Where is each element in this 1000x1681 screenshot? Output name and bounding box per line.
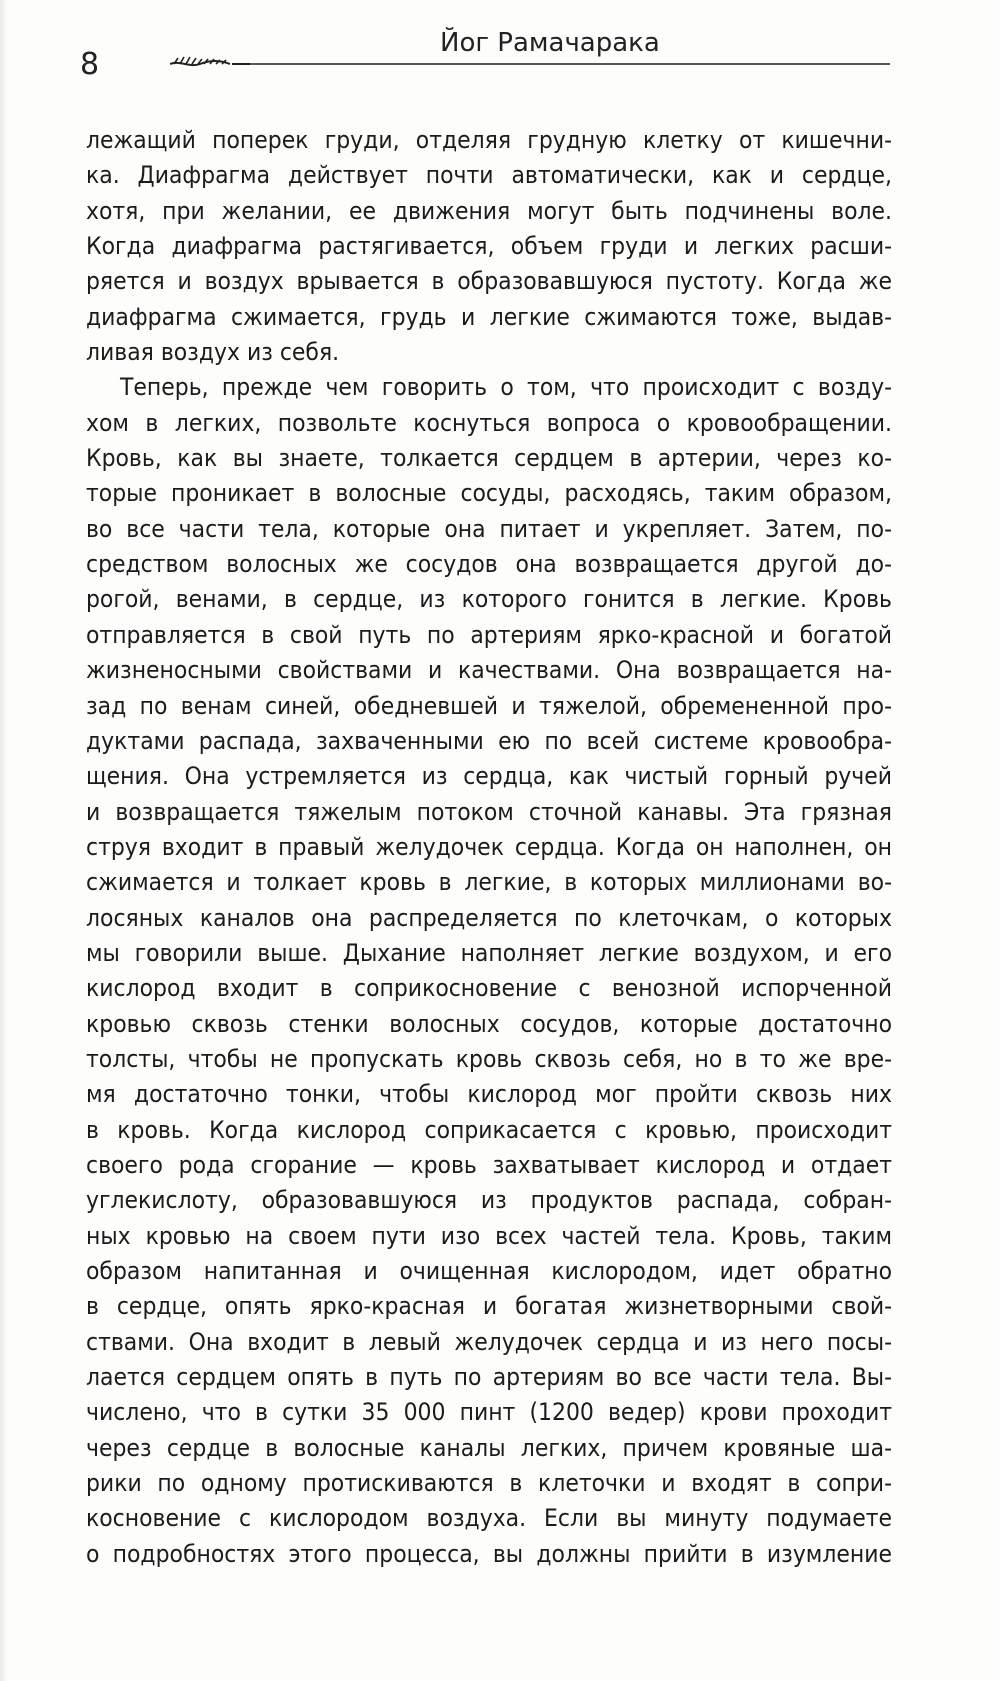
text-line: образом напитанная и очищенная кислородом, идет обратно <box>86 1256 892 1285</box>
text-line: лосяных каналов она распределяется по клеточкам, о которых <box>86 902 892 932</box>
text-line: Кровь, как вы знаете, толкается сердцем в артерии, через ко- <box>86 443 892 473</box>
text-line: хотя, при желании, ее движения могут быть подчинены воле. <box>86 195 892 225</box>
text-line: дуктами распада, захваченными ею по всей системе кровообра- <box>86 725 892 755</box>
text-line: зад по венам синей, обедневшей и тяжелой, обремененной про- <box>86 690 892 720</box>
text-line: во все части тела, которые она питает и укрепляет. Затем, по- <box>86 513 892 543</box>
text-line: лается сердцем опять в путь по артериям во все части тела. Вы- <box>86 1362 892 1392</box>
text-line: средством волосных же сосудов она возвращается другой до- <box>86 549 892 579</box>
text-line: ряется и воздух врывается в образовавшуюся пустоту. Когда же <box>86 266 892 296</box>
text-line: ствами. Она входит в левый желудочек сердца и из него посы- <box>86 1326 892 1356</box>
text-line: Когда диафрагма растягивается, объем груди и легких расши- <box>86 231 892 261</box>
page-header <box>0 0 1000 100</box>
text-line: мя достаточно тонки, чтобы кислород мог пройти сквозь них <box>86 1079 892 1109</box>
text-line: струя входит в правый желудочек сердца. Когда он наполнен, он <box>86 831 892 861</box>
text-line: кровью сквозь стенки волосных сосудов, которые достаточно <box>86 1008 892 1038</box>
text-line: хом в легких, позвольте коснуться вопроса о кровообращении. <box>86 407 892 437</box>
text-line: мы говорили выше. Дыхание наполняет легкие воздухом, и его <box>86 937 892 967</box>
text-line: ных кровью на своем пути изо всех частей тела. Кровь, таким <box>86 1220 892 1250</box>
text-line: щения. Она устремляется из сердца, как чистый горный ручей <box>86 761 892 791</box>
text-line: кислород входит в соприкосновение с венозной испорченной <box>86 973 892 1003</box>
page-edge-shadow <box>0 0 8 1681</box>
text-line: рики по одному протискиваются в клеточки и входят в сопри- <box>86 1468 892 1498</box>
text-line: числено, что в сутки 35 000 пинт (1200 ведер) крови проходит <box>86 1397 892 1427</box>
text-line: о подробностях этого процесса, вы должны прийти в изумление <box>86 1538 892 1568</box>
text-line: отправляется в свой путь по артериям ярко-красной и богатой <box>86 619 892 649</box>
text-line: в кровь. Когда кислород соприкасается с кровью, происходит <box>86 1114 892 1144</box>
text-line: торые проникает в волосные сосуды, расходясь, таким образом, <box>86 478 892 508</box>
text-line: лежащий поперек груди, отделяя грудную клетку от кишечни- <box>86 125 892 154</box>
header-ornament-divider <box>170 52 890 76</box>
text-line: ка. Диафрагма действует почти автоматически, как и сердце, <box>86 160 892 190</box>
text-line: диафрагма сжимается, грудь и легкие сжимаются тоже, выдав- <box>86 301 892 331</box>
text-line: своего рода сгорание — кровь захватывает кислород и отдает <box>86 1149 892 1179</box>
text-line: жизненосными свойствами и качествами. Она возвращается на- <box>86 655 892 685</box>
text-line: в сердце, опять ярко-красная и богатая жизнетворными свой- <box>86 1291 892 1321</box>
text-line: Теперь, прежде чем говорить о том, что происходит с возду- <box>120 372 892 402</box>
text-line: ливая воздух из себя. <box>86 337 340 367</box>
paragraph <box>86 122 892 369</box>
text-line: через сердце в волосные каналы легких, причем кровяные ша- <box>86 1432 892 1462</box>
page-number: 8 <box>80 47 100 82</box>
text-line: толсты, чтобы не пропускать кровь сквозь себя, но в то же вре- <box>86 1043 892 1073</box>
text-line: и возвращается тяжелым потоком сточной канавы. Эта грязная <box>86 796 892 826</box>
running-title: Йог Рамачарака <box>440 28 660 58</box>
body-text <box>86 122 892 1571</box>
text-line: сжимается и толкает кровь в легкие, в которых миллионами во- <box>86 867 892 897</box>
text-line: косновение с кислородом воздуха. Если вы минуту подумаете <box>86 1503 892 1533</box>
text-line: рогой, венами, в сердце, из которого гонится в легкие. Кровь <box>86 584 892 614</box>
paragraph <box>86 369 892 1571</box>
text-line: углекислоту, образовавшуюся из продуктов распада, собран- <box>86 1185 892 1215</box>
